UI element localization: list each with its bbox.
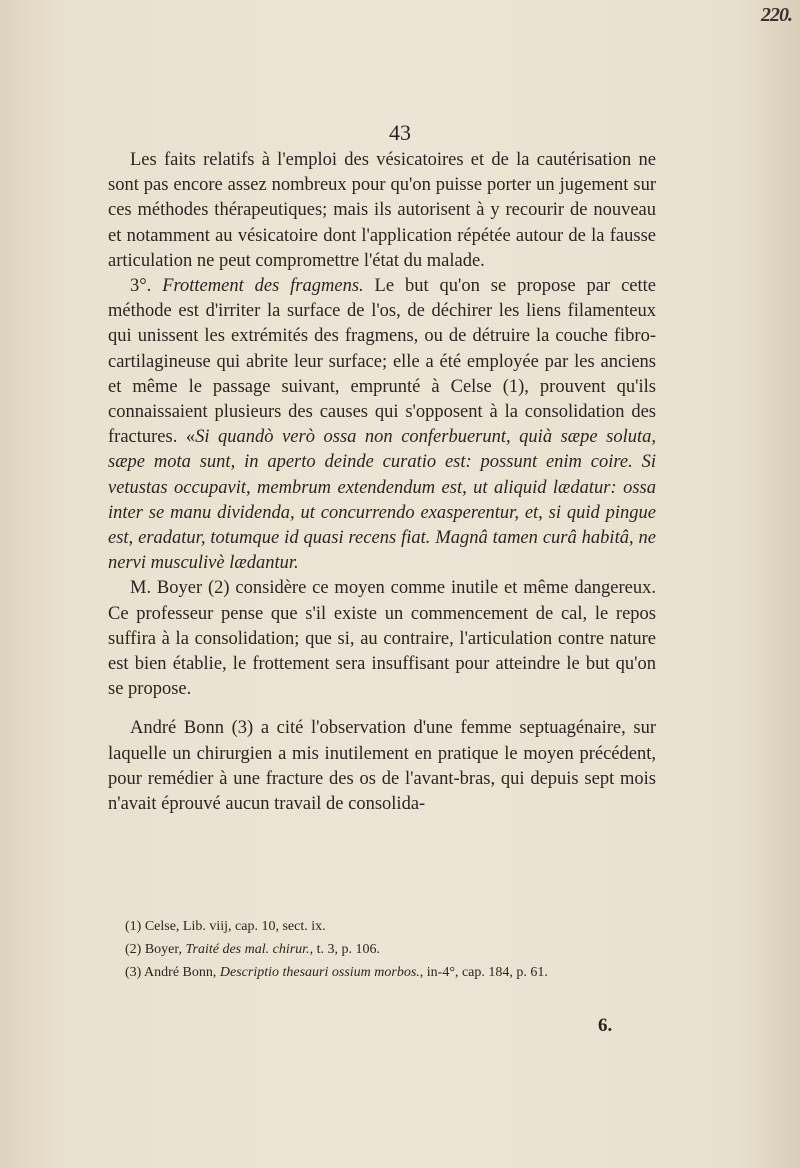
footnote-text: , in-4°, cap. 184, p. 61. — [419, 965, 548, 980]
footnotes — [125, 915, 685, 984]
italic-text: Si quandò verò ossa non conferbuerunt, quià sæpe soluta, sæpe mota sunt, in aperto deinde curatio est: possunt enim coire. Si vetustas occupavit, membrum extendendum est, ut aliquid lædatur: ossa inter se manu dividenda, ut concurrendo exasperentur, et, si quid pingue est, eradatur, totumque id quasi recens fiat. Magnâ tamen curâ habitâ, ne nervi musculivè lædantur. — [108, 427, 656, 574]
footnote-text: (2) Boyer, — [125, 942, 186, 957]
italic-text: Frottement des fragmens. — [162, 276, 364, 297]
text-segment: M. Boyer (2) considère ce moyen comme inutile et même dangereux. Ce professeur pense que s'il existe un commencement de cal, le repos suffira à la consolidation; que si, au contraire, l'articulation contre nature est bien établie, le frottement sera insuffisant pour atteindre le but qu'on se propose. — [108, 578, 656, 700]
footnote — [125, 938, 685, 961]
page-number: 43 — [389, 120, 411, 145]
footnote-text: , t. 3, p. 106. — [309, 942, 380, 957]
footnote-text: (1) Celse, Lib. viij, cap. 10, sect. ix. — [125, 919, 326, 934]
text-segment: Le but qu'on se propose par cette méthode est d'irriter la surface de l'os, de déchirer les liens filamenteux qui unissent les extrémités des fragmens, ou de détruire la couche fibro-cartilagineuse qui abrite leur surface; elle a été employée par les anciens et même le passage suivant, emprunté à Celse (1), prouvent qu'ils connaissaient plusieurs des causes qui s'opposent à la consolidation des fractures. « — [108, 276, 656, 448]
paragraph — [108, 274, 656, 576]
text-segment: 3°. — [130, 276, 163, 297]
footnote — [125, 961, 685, 984]
signature-mark: 6. — [598, 1015, 613, 1036]
paragraph — [108, 148, 656, 274]
footnote-title: Descriptio thesauri ossium morbos. — [219, 965, 420, 980]
paragraph — [108, 576, 656, 702]
footnote-text: (3) André Bonn, — [125, 965, 220, 980]
text-segment: Les faits relatifs à l'emploi des vésicatoires et de la cautérisation ne sont pas encore assez nombreux pour qu'on puisse porter un jugement sur ces méthodes thérapeutiques; mais ils autorisent à y recourir de nouveau et notamment au vésicatoire dont l'application répétée autour de la fausse articulation ne peut compromettre l'état du malade. — [108, 150, 656, 271]
footnote — [125, 915, 685, 938]
footnote-title: Traité des mal. chirur. — [185, 942, 310, 957]
text-segment: André Bonn (3) a cité l'observation d'une femme septuagénaire, sur laquelle un chirurgien a mis inutilement en pratique le moyen précédent, pour remédier à une fracture des os de l'avant-bras, qui depuis sept mois n'avait éprouvé aucun travail de consolida- — [108, 718, 656, 815]
body-text — [108, 148, 656, 817]
paragraph — [108, 716, 656, 817]
handwritten-folio-number: 220. — [761, 4, 792, 26]
